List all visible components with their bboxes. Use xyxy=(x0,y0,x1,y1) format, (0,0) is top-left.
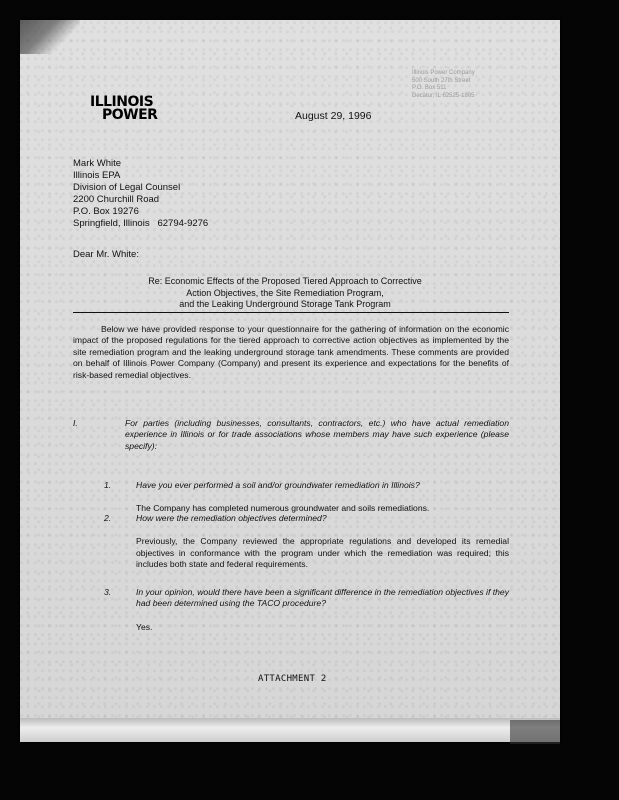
question-number: 2. xyxy=(104,513,112,523)
page-bottom-clip xyxy=(510,720,560,744)
question-text: How were the remediation objectives determined? xyxy=(136,513,327,523)
company-logo xyxy=(90,96,157,122)
recipient-line: Springfield, Illinois 62794-9276 xyxy=(73,218,209,229)
address-line: 500 South 27th Street xyxy=(412,77,471,84)
address-line: P.O. Box 511 xyxy=(412,85,447,91)
question-item xyxy=(104,587,509,633)
section-text: For parties (including businesses, consultants, contractors, etc.) who have actual remediation experience in Illinois or for trade associations whose members may have such experience (please specify): xyxy=(125,418,509,451)
recipient-block xyxy=(73,158,208,230)
answer-text: Yes. xyxy=(136,621,153,632)
salutation: Dear Mr. White: xyxy=(73,249,139,260)
letter-page xyxy=(20,20,560,742)
attachment-label: ATTACHMENT 2 xyxy=(258,674,327,684)
recipient-line: Division of Legal Counsel xyxy=(73,182,181,193)
subject-underline xyxy=(73,312,509,313)
subject-line-2: Action Objectives, the Site Remediation Program, xyxy=(186,287,384,298)
question-text: Have you ever performed a soil and/or groundwater remediation in Illinois? xyxy=(136,480,420,490)
logo-line-2: POWER xyxy=(102,107,158,123)
letterhead-address xyxy=(412,70,475,100)
answer-text: Previously, the Company reviewed the appropriate regulations and developed its remedial objectives in conformance with the program under which the remediation was required; this includes both state and federal requirements. xyxy=(136,536,509,570)
subject-line xyxy=(120,276,450,311)
subject-line-3: and the Leaking Underground Storage Tank Program xyxy=(179,299,391,309)
page-bottom-edge xyxy=(20,718,560,742)
question-item xyxy=(104,513,509,571)
address-line: Decatur, IL 62525-1805 xyxy=(412,92,475,99)
section-number: I. xyxy=(73,418,78,428)
address-line: Illinois Power Company xyxy=(412,70,475,76)
section-one xyxy=(73,418,509,452)
logo-line-1: ILLINOIS xyxy=(90,94,154,110)
question-item xyxy=(104,480,509,515)
subject-line-1: Re: Economic Effects of the Proposed Tiered Approach to Corrective xyxy=(148,276,422,286)
intro-paragraph: Below we have provided response to your questionnaire for the gathering of information on the economic impact of the proposed regulations for the tiered approach to corrective action objectives as implemented by the site remediation program and the leaking underground storage tank amendments. These comments are provided on behalf of Illinois Power Company (Company) and present its experience and expectations for the benefits of risk-based remedial objectives. xyxy=(73,324,509,380)
answer-text: The Company has completed numerous groundwater and soils remediations. xyxy=(136,503,430,514)
letter-date: August 29, 1996 xyxy=(295,110,372,122)
recipient-line: P.O. Box 19276 xyxy=(73,206,139,217)
question-number: 1. xyxy=(104,480,112,490)
recipient-line: Mark White xyxy=(73,158,122,169)
question-number: 3. xyxy=(104,587,112,597)
recipient-line: Illinois EPA xyxy=(73,170,121,181)
staple-corner xyxy=(20,20,80,54)
recipient-line: 2200 Churchill Road xyxy=(73,194,160,205)
question-text: In your opinion, would there have been a significant difference in the remediation objectives if they had been determined using the TACO procedure? xyxy=(136,587,509,609)
